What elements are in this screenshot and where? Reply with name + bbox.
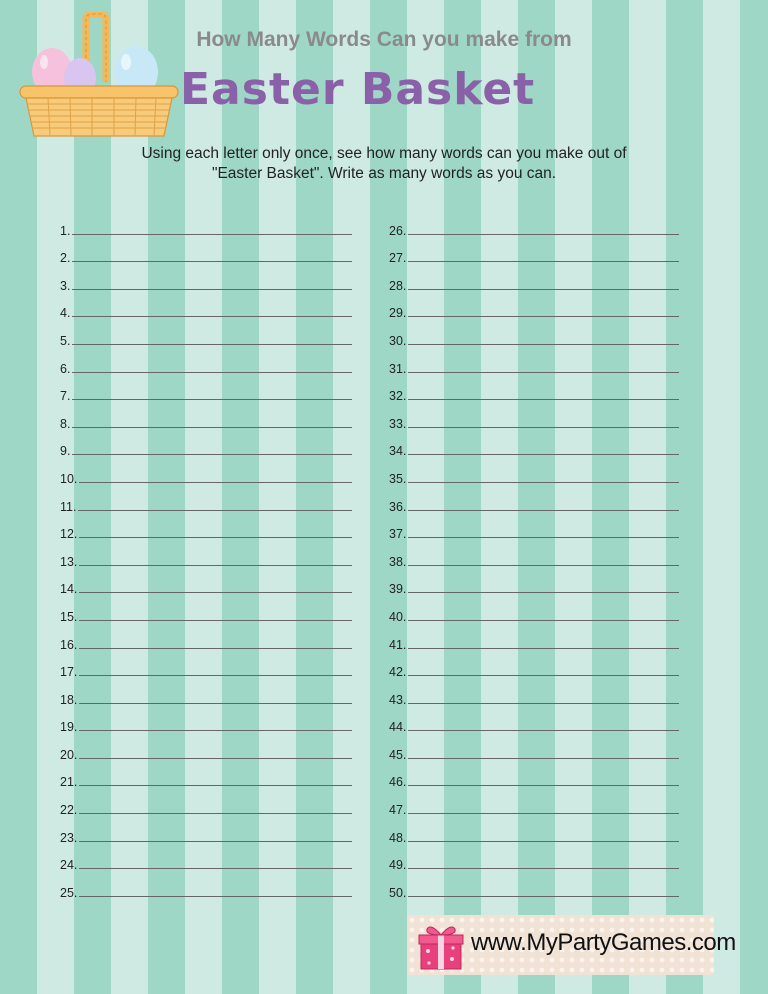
answer-row[interactable] bbox=[60, 569, 352, 597]
logo-text: www.MyPartyGames.com bbox=[471, 929, 736, 956]
answer-row[interactable] bbox=[60, 541, 352, 569]
answer-column-left bbox=[60, 210, 352, 900]
answer-line[interactable] bbox=[72, 233, 352, 235]
page-subtitle: How Many Words Can you make from bbox=[196, 28, 572, 51]
answer-row[interactable] bbox=[60, 403, 352, 431]
answer-row[interactable] bbox=[60, 762, 352, 790]
answer-row[interactable] bbox=[60, 707, 352, 735]
answer-line[interactable] bbox=[72, 315, 352, 317]
answer-row[interactable] bbox=[389, 845, 679, 873]
answer-row[interactable] bbox=[389, 762, 679, 790]
answer-line[interactable] bbox=[408, 315, 679, 317]
answer-number: 36. bbox=[389, 499, 407, 514]
answer-line[interactable] bbox=[408, 812, 679, 814]
answer-row[interactable] bbox=[60, 734, 352, 762]
answer-number: 6. bbox=[60, 361, 71, 376]
answer-row[interactable] bbox=[389, 376, 679, 404]
answer-row[interactable] bbox=[389, 789, 679, 817]
answer-line[interactable] bbox=[408, 591, 679, 593]
answer-row[interactable] bbox=[60, 596, 352, 624]
answer-number: 35. bbox=[389, 471, 407, 486]
answer-row[interactable] bbox=[389, 541, 679, 569]
answer-line[interactable] bbox=[408, 619, 679, 621]
answer-line[interactable] bbox=[79, 867, 352, 869]
answer-line[interactable] bbox=[408, 481, 679, 483]
answer-row[interactable] bbox=[60, 789, 352, 817]
answer-number: 28. bbox=[389, 278, 407, 293]
answer-line[interactable] bbox=[408, 729, 679, 731]
site-logo bbox=[407, 915, 736, 975]
answer-line[interactable] bbox=[79, 895, 352, 897]
page-title: Easter Basket bbox=[180, 64, 536, 115]
answer-number: 40. bbox=[389, 609, 407, 624]
answer-row[interactable] bbox=[389, 486, 679, 514]
instructions-line-2: "Easter Basket". Write as many words as you can. bbox=[211, 165, 557, 182]
answer-number: 13. bbox=[60, 554, 78, 569]
answer-line[interactable] bbox=[408, 233, 679, 235]
answer-row[interactable] bbox=[389, 652, 679, 680]
answer-number: 9. bbox=[60, 444, 71, 459]
answer-line[interactable] bbox=[79, 729, 352, 731]
answer-line[interactable] bbox=[72, 343, 352, 345]
answer-number: 15. bbox=[60, 609, 78, 624]
answer-row[interactable] bbox=[60, 514, 352, 542]
instructions bbox=[0, 144, 768, 184]
answer-line[interactable] bbox=[408, 674, 679, 676]
answer-column-right bbox=[389, 210, 679, 900]
answer-number: 27. bbox=[389, 251, 407, 266]
answer-row[interactable] bbox=[60, 817, 352, 845]
answer-line[interactable] bbox=[79, 536, 352, 538]
answer-row[interactable] bbox=[60, 376, 352, 404]
answer-line[interactable] bbox=[72, 288, 352, 290]
answer-line[interactable] bbox=[408, 453, 679, 455]
answer-line[interactable] bbox=[408, 426, 679, 428]
answer-line[interactable] bbox=[408, 509, 679, 511]
answer-number: 42. bbox=[389, 665, 407, 680]
answer-number: 11. bbox=[60, 499, 77, 514]
answer-line[interactable] bbox=[72, 371, 352, 373]
answer-row[interactable] bbox=[389, 569, 679, 597]
answer-row[interactable] bbox=[60, 265, 352, 293]
answer-row[interactable] bbox=[60, 872, 352, 900]
answer-number: 38. bbox=[389, 554, 407, 569]
answer-number: 50. bbox=[389, 885, 407, 900]
answer-row[interactable] bbox=[389, 293, 679, 321]
answer-line[interactable] bbox=[79, 674, 352, 676]
answer-line[interactable] bbox=[78, 509, 352, 511]
answer-number: 12. bbox=[60, 527, 78, 542]
answer-row[interactable] bbox=[389, 624, 679, 652]
answer-number: 30. bbox=[389, 333, 407, 348]
answer-row[interactable] bbox=[389, 348, 679, 376]
answer-number: 19. bbox=[60, 720, 78, 735]
answer-number: 16. bbox=[60, 637, 78, 652]
answer-line[interactable] bbox=[79, 840, 352, 842]
answer-row[interactable] bbox=[60, 431, 352, 459]
answer-row[interactable] bbox=[389, 458, 679, 486]
answer-number: 23. bbox=[60, 830, 78, 845]
answer-line[interactable] bbox=[408, 784, 679, 786]
answer-number: 32. bbox=[389, 389, 407, 404]
answer-row[interactable] bbox=[60, 845, 352, 873]
answer-line[interactable] bbox=[72, 260, 352, 262]
answer-number: 48. bbox=[389, 830, 407, 845]
answer-row[interactable] bbox=[60, 458, 352, 486]
answer-row[interactable] bbox=[389, 817, 679, 845]
answer-number: 10. bbox=[60, 471, 78, 486]
answer-number: 46. bbox=[389, 775, 407, 790]
answer-number: 29. bbox=[389, 306, 407, 321]
answer-line[interactable] bbox=[79, 812, 352, 814]
answer-line[interactable] bbox=[408, 647, 679, 649]
answer-row[interactable] bbox=[60, 238, 352, 266]
answer-number: 3. bbox=[60, 278, 71, 293]
answer-row[interactable] bbox=[389, 679, 679, 707]
answer-row[interactable] bbox=[389, 210, 679, 238]
gift-box-icon bbox=[417, 921, 465, 971]
answer-row[interactable] bbox=[389, 431, 679, 459]
answer-line[interactable] bbox=[79, 619, 352, 621]
answer-number: 45. bbox=[389, 747, 407, 762]
answer-line[interactable] bbox=[408, 343, 679, 345]
answer-number: 2. bbox=[60, 251, 71, 266]
answer-row[interactable] bbox=[389, 707, 679, 735]
answer-number: 18. bbox=[60, 692, 78, 707]
answer-line[interactable] bbox=[408, 564, 679, 566]
answer-number: 14. bbox=[60, 582, 78, 597]
answer-number: 20. bbox=[60, 747, 78, 762]
answer-line[interactable] bbox=[79, 702, 352, 704]
answer-row[interactable] bbox=[60, 348, 352, 376]
answer-row[interactable] bbox=[60, 624, 352, 652]
answer-row[interactable] bbox=[60, 652, 352, 680]
answer-row[interactable] bbox=[389, 320, 679, 348]
answer-line[interactable] bbox=[408, 398, 679, 400]
answer-line[interactable] bbox=[408, 840, 679, 842]
answer-line[interactable] bbox=[408, 536, 679, 538]
answer-number: 31. bbox=[389, 361, 407, 376]
answer-number: 21. bbox=[60, 775, 78, 790]
answer-row[interactable] bbox=[60, 320, 352, 348]
answer-number: 33. bbox=[389, 416, 407, 431]
answer-number: 24. bbox=[60, 858, 78, 873]
answer-line[interactable] bbox=[72, 398, 352, 400]
answer-row[interactable] bbox=[389, 238, 679, 266]
answer-line[interactable] bbox=[79, 647, 352, 649]
answer-number: 43. bbox=[389, 692, 407, 707]
answer-number: 22. bbox=[60, 803, 78, 818]
answer-number: 26. bbox=[389, 223, 407, 238]
answer-row[interactable] bbox=[389, 872, 679, 900]
answer-line[interactable] bbox=[79, 784, 352, 786]
answer-row[interactable] bbox=[389, 403, 679, 431]
answer-line[interactable] bbox=[79, 481, 352, 483]
answer-line[interactable] bbox=[408, 895, 679, 897]
answer-row[interactable] bbox=[60, 486, 352, 514]
answer-line[interactable] bbox=[79, 757, 352, 759]
answer-line[interactable] bbox=[79, 591, 352, 593]
answer-row[interactable] bbox=[60, 210, 352, 238]
answer-number: 1. bbox=[60, 223, 71, 238]
answer-line[interactable] bbox=[408, 702, 679, 704]
answer-row[interactable] bbox=[389, 734, 679, 762]
answer-number: 37. bbox=[389, 527, 407, 542]
answer-number: 47. bbox=[389, 803, 407, 818]
answer-line[interactable] bbox=[408, 288, 679, 290]
answer-row[interactable] bbox=[389, 265, 679, 293]
answer-number: 41. bbox=[389, 637, 407, 652]
answer-line[interactable] bbox=[72, 453, 352, 455]
answer-number: 7. bbox=[60, 389, 71, 404]
answer-number: 17. bbox=[60, 665, 78, 680]
answer-number: 5. bbox=[60, 333, 71, 348]
answer-row[interactable] bbox=[389, 514, 679, 542]
answer-line[interactable] bbox=[72, 426, 352, 428]
answer-number: 8. bbox=[60, 416, 71, 431]
answer-number: 4. bbox=[60, 306, 71, 321]
answer-number: 25. bbox=[60, 885, 78, 900]
answer-line[interactable] bbox=[408, 867, 679, 869]
answer-line[interactable] bbox=[408, 757, 679, 759]
instructions-line-1: Using each letter only once, see how many words can you make out of bbox=[141, 145, 627, 162]
answer-number: 44. bbox=[389, 720, 407, 735]
answer-line[interactable] bbox=[79, 564, 352, 566]
answer-line[interactable] bbox=[408, 371, 679, 373]
answer-row[interactable] bbox=[389, 596, 679, 624]
answer-row[interactable] bbox=[60, 293, 352, 321]
answer-row[interactable] bbox=[60, 679, 352, 707]
answer-number: 49. bbox=[389, 858, 407, 873]
answer-number: 39. bbox=[389, 582, 407, 597]
answer-line[interactable] bbox=[408, 260, 679, 262]
answer-number: 34. bbox=[389, 444, 407, 459]
